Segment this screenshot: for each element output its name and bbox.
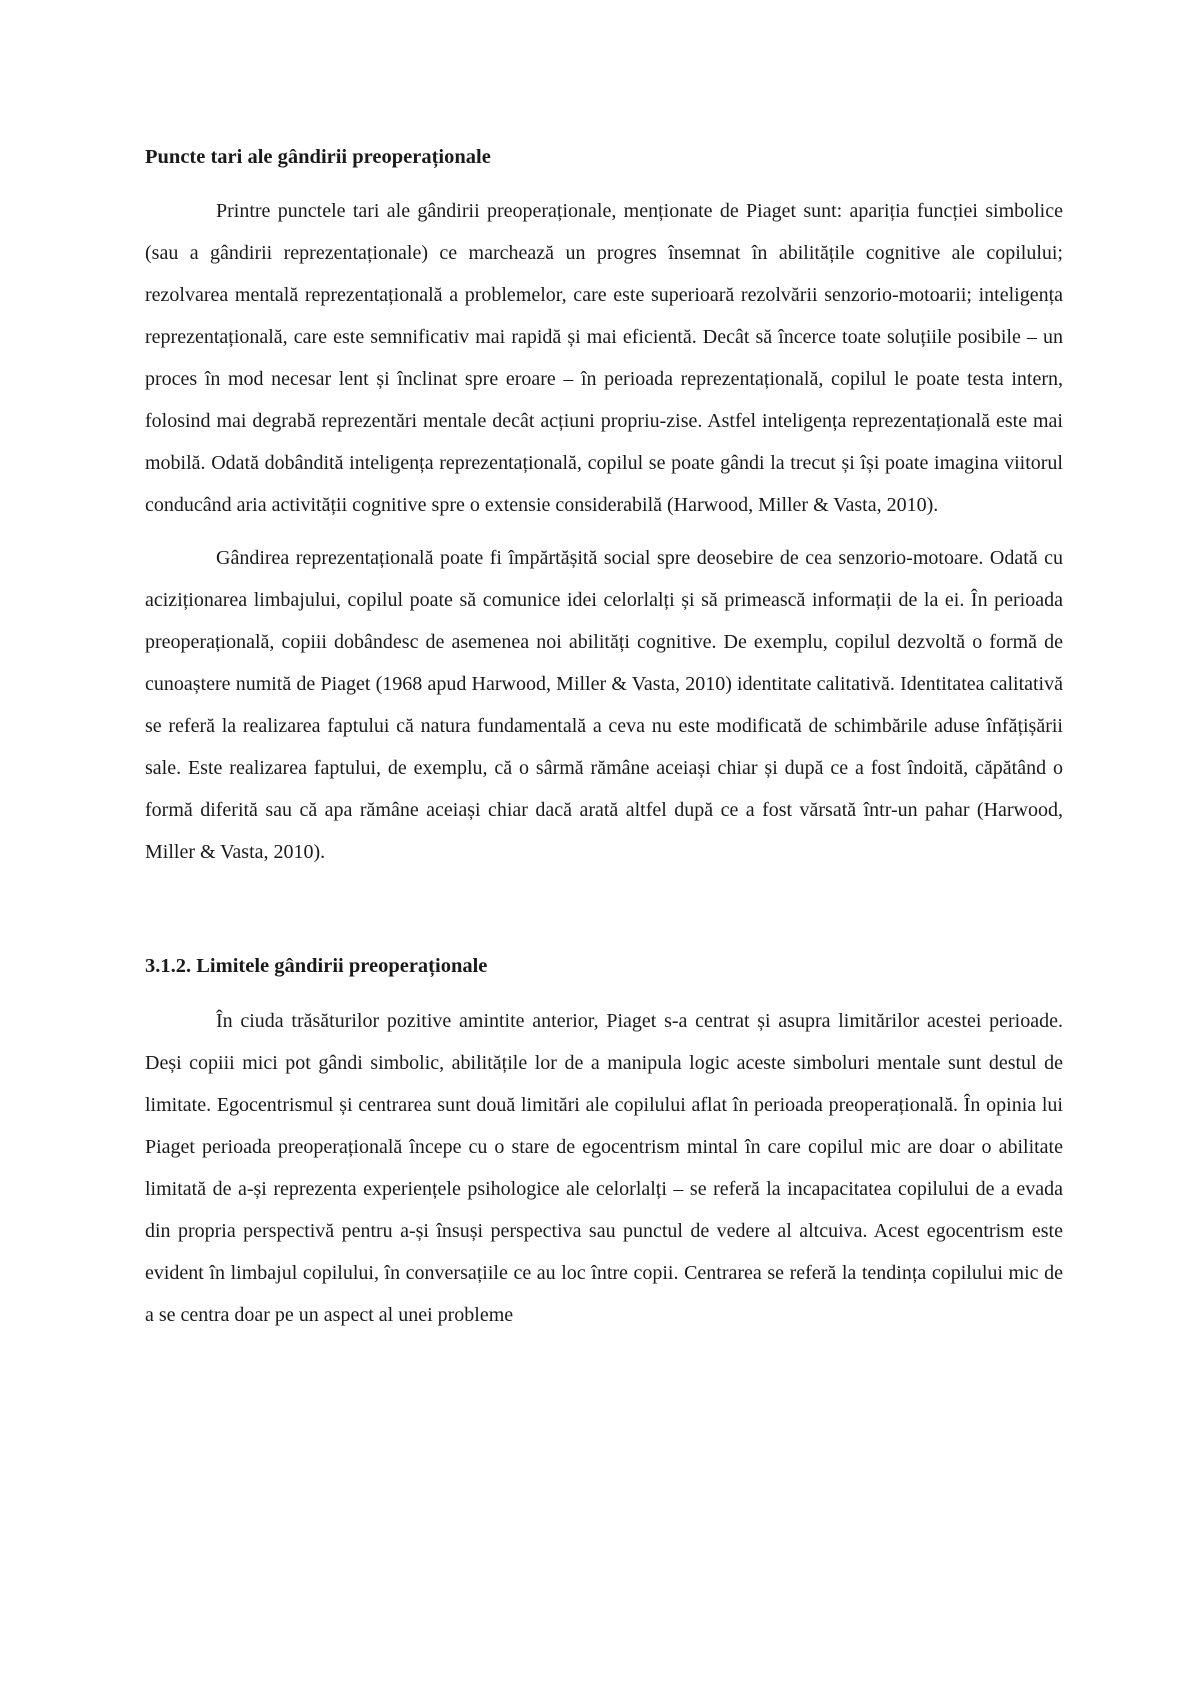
paragraph-limits-1: În ciuda trăsăturilor pozitive amintite anterior, Piaget s-a centrat și asupra limitărilor acestei perioade. Deși copiii mici pot gândi simbolic, abilitățile lor de a manipula logic aceste simboluri mentale sunt destul de limitate. Egocentrismul și centrarea sunt două limitări ale copilului aflat în perioada preoperațională. În opinia lui Piaget perioada preoperațională începe cu o stare de egocentrism mintal în care copilul mic are doar o abilitate limitată de a-și reprezenta experiențele psihologice ale celorlalți – se referă la incapacitatea copilului de a evada din propria perspectivă pentru a-și însuși perspectiva sau punctul de vedere al altcuiva. Acest egocentrism este evident în limbajul copilului, în conversațiile ce au loc între copii. Centrarea se referă la tendința copilului mic de a se centra doar pe un aspect al unei probleme: [145, 1010, 1063, 1326]
section-heading-limits: 3.1.2. Limitele gândirii preoperaționale: [145, 955, 488, 977]
paragraph-strengths-1: Printre punctele tari ale gândirii preoperaționale, menționate de Piaget sunt: apariția funcției simbolice (sau a gândirii reprezentaționale) ce marchează un progres însemnat în abilitățile cognitive ale copilului; rezolvarea mentală reprezentațională a problemelor, care este superioară rezolvării senzorio-motoarii; inteligența reprezentațională, care este semnificativ mai rapidă și mai eficientă. Decât să încerce toate soluțiile posibile – un proces în mod necesar lent și înclinat spre eroare – în perioada reprezentațională, copilul le poate testa intern, folosind mai degrabă reprezentări mentale decât acțiuni propriu-zise. Astfel inteligența reprezentațională este mai mobilă. Odată dobândită inteligența reprezentațională, copilul se poate gândi la trecut și își poate imagina viitorul conducând aria activității cognitive spre o extensie considerabilă (Harwood, Miller & Vasta, 2010).: [145, 200, 1063, 516]
document-page: [145, 142, 1063, 1336]
section-heading-strengths: Puncte tari ale gândirii preoperaționale: [145, 146, 491, 168]
paragraph-strengths-2: Gândirea reprezentațională poate fi împărtășită social spre deosebire de cea senzorio-motoare. Odată cu aciziționarea limbajului, copilul poate să comunice idei celorlalți și să primească informații de la ei. În perioada preoperațională, copiii dobândesc de asemenea noi abilități cognitive. De exemplu, copilul dezvoltă o formă de cunoaștere numită de Piaget (1968 apud Harwood, Miller & Vasta, 2010) identitate calitativă. Identitatea calitativă se referă la realizarea faptului că natura fundamentală a ceva nu este modificată de schimbările aduse înfățișării sale. Este realizarea faptului, de exemplu, că o sârmă rămâne aceiași chiar și după ce a fost îndoită, căpătând o formă diferită sau că apa rămâne aceiași chiar dacă arată altfel după ce a fost vărsată într-un pahar (Harwood, Miller & Vasta, 2010).: [145, 547, 1063, 863]
